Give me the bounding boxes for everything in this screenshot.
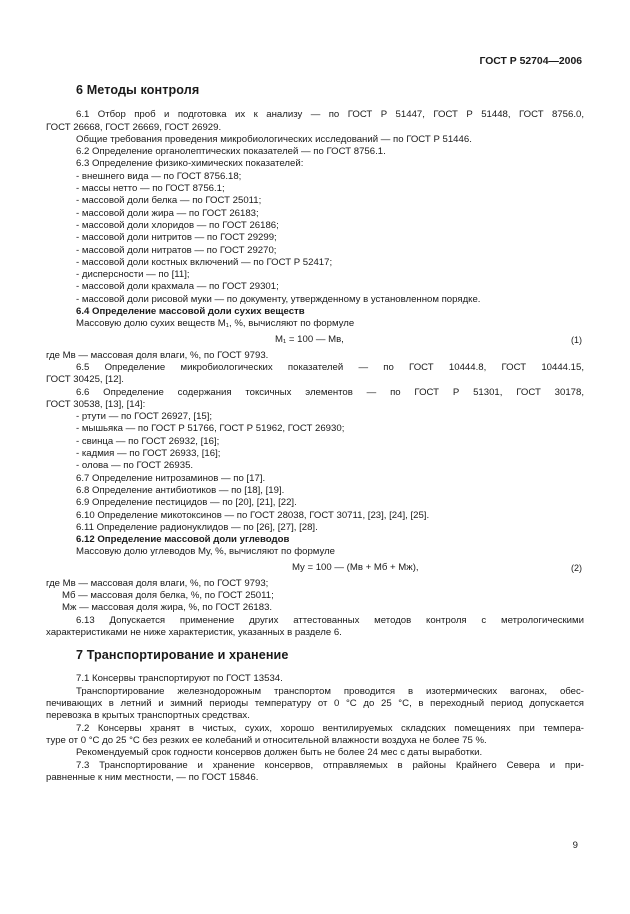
para-7-1-line4: перевозка в крытых транспортных средствах. xyxy=(46,710,250,722)
list-item: - дисперсности — по [11]; xyxy=(76,269,190,281)
heading-6-12: 6.12 Определение массовой доли углеводов xyxy=(76,534,290,546)
document-body xyxy=(46,84,584,784)
para-6-5-line1: 6.5 Определение микробиологических показателей — по ГОСТ 10444.8, ГОСТ 10444.15, xyxy=(76,361,584,373)
section-7 xyxy=(46,649,584,784)
para-7-2-line1: 7.2 Консервы хранят в чистых, сухих, хорошо вентилируемых складских помещениях при темпера- xyxy=(76,722,584,734)
section-6 xyxy=(46,84,584,639)
list-item: - массовой доли нитратов — по ГОСТ 29270; xyxy=(76,244,277,256)
formula-2-where: Mж — массовая доля жира, %, по ГОСТ 26183. xyxy=(62,602,273,614)
formula-1-where: где Mв — массовая доля влаги, %, по ГОСТ 9793. xyxy=(46,349,269,361)
para-6-11: 6.11 Определение радионуклидов — по [26], [27], [28]. xyxy=(76,521,318,533)
formula-2-where: где Mв — массовая доля влаги, %, по ГОСТ 9793; xyxy=(46,577,269,589)
list-item: - массовой доли жира — по ГОСТ 26183; xyxy=(76,207,259,219)
formula-2-where: Mб — массовая доля белка, %, по ГОСТ 25011; xyxy=(62,589,274,601)
formula-2-expression: Mу = 100 — (Mв + Mб + Mж), xyxy=(292,561,419,573)
list-6-3 xyxy=(46,171,584,306)
para-6-2: 6.2 Определение органолептических показателей — по ГОСТ 8756.1. xyxy=(76,146,386,158)
para-6-1-general: Общие требования проведения микробиологических исследований — по ГОСТ Р 51446. xyxy=(76,133,472,145)
list-item: - массы нетто — по ГОСТ 8756.1; xyxy=(76,183,225,195)
formula-2-number: (2) xyxy=(571,562,582,573)
para-6-5-line2: ГОСТ 30425, [12]. xyxy=(46,374,124,386)
para-6-9: 6.9 Определение пестицидов — по [20], [21], [22]. xyxy=(76,497,297,509)
para-7-3-line1: 7.3 Транспортирование и хранение консервов, отправляемых в районы Крайнего Севера и при- xyxy=(76,759,584,771)
para-7-3-line2: равненные к ним местности, — по ГОСТ 15846. xyxy=(46,771,259,783)
para-6-4: Массовую долю сухих веществ M₁, %, вычисляют по формуле xyxy=(76,318,355,330)
para-7-2-line3: Рекомендуемый срок годности консервов должен быть не более 24 мес с даты выработки. xyxy=(76,747,483,759)
formula-1-expression: M₁ = 100 — Mв, xyxy=(275,333,344,345)
para-6-6-line2: ГОСТ 30538, [13], [14]: xyxy=(46,398,146,410)
para-6-7: 6.7 Определение нитрозаминов — по [17]. xyxy=(76,472,266,484)
list-item: - олова — по ГОСТ 26935. xyxy=(76,460,194,472)
list-item: - мышьяка — по ГОСТ Р 51766, ГОСТ Р 51962, ГОСТ 26930; xyxy=(76,423,345,435)
para-6-13-line1: 6.13 Допускается применение других аттестованных методов контроля с метрологическими xyxy=(76,614,584,626)
list-6-6 xyxy=(46,411,584,472)
list-item: - свинца — по ГОСТ 26932, [16]; xyxy=(76,435,220,447)
para-6-3: 6.3 Определение физико-химических показателей: xyxy=(76,158,304,170)
list-item: - массовой доли крахмала — по ГОСТ 29301; xyxy=(76,281,279,293)
para-6-8: 6.8 Определение антибиотиков — по [18], [19]. xyxy=(76,484,285,496)
list-item: - внешнего вида — по ГОСТ 8756.18; xyxy=(76,170,242,182)
standard-code: ГОСТ Р 52704—2006 xyxy=(479,56,582,67)
formula-1-number: (1) xyxy=(571,334,582,345)
para-7-1-line2: Транспортирование железнодорожным транспортом проводится в изотермических вагонах, обес- xyxy=(76,685,584,697)
para-6-1-line1: 6.1 Отбор проб и подготовка их к анализу — по ГОСТ Р 51447, ГОСТ Р 51448, ГОСТ 8756.0, xyxy=(76,109,584,121)
para-7-2-line2: туре от 0 °С до 25 °С без резких ее колебаний и относительной влажности воздуха не более 75 %. xyxy=(46,734,487,746)
formula-2 xyxy=(46,562,584,576)
list-item: - массовой доли костных включений — по ГОСТ Р 52417; xyxy=(76,256,333,268)
section-7-title: 7 Транспортирование и хранение xyxy=(76,648,289,663)
para-7-1-line3: печивающих в летний и зимний периоды температуру от 0 °С до 25 °С, в переходный период допускается xyxy=(46,698,584,710)
para-6-1-line2: ГОСТ 26668, ГОСТ 26669, ГОСТ 26929. xyxy=(46,121,222,133)
list-item: - кадмия — по ГОСТ 26933, [16]; xyxy=(76,448,221,460)
para-6-6-line1: 6.6 Определение содержания токсичных элементов — по ГОСТ Р 51301, ГОСТ 30178, xyxy=(76,386,584,398)
list-item: - массовой доли рисовой муки — по документу, утвержденному в установленном порядке. xyxy=(76,293,481,305)
para-6-12: Массовую долю углеводов Mу, %, вычисляют по формуле xyxy=(76,546,336,558)
para-6-13-line2: характеристиками не ниже характеристик, указанных в разделе 6. xyxy=(46,626,342,638)
list-item: - массовой доли хлоридов — по ГОСТ 26186; xyxy=(76,219,279,231)
heading-6-4: 6.4 Определение массовой доли сухих веществ xyxy=(76,306,305,318)
para-6-10: 6.10 Определение микотоксинов — по ГОСТ 28038, ГОСТ 30711, [23], [24], [25]. xyxy=(76,509,430,521)
para-7-1: 7.1 Консервы транспортируют по ГОСТ 13534. xyxy=(76,673,283,685)
list-item: - ртути — по ГОСТ 26927, [15]; xyxy=(76,411,213,423)
list-item: - массовой доли белка — по ГОСТ 25011; xyxy=(76,195,262,207)
list-item: - массовой доли нитритов — по ГОСТ 29299; xyxy=(76,232,277,244)
formula-1 xyxy=(46,334,584,348)
page-number: 9 xyxy=(572,839,578,851)
section-6-title: 6 Методы контроля xyxy=(76,83,200,97)
